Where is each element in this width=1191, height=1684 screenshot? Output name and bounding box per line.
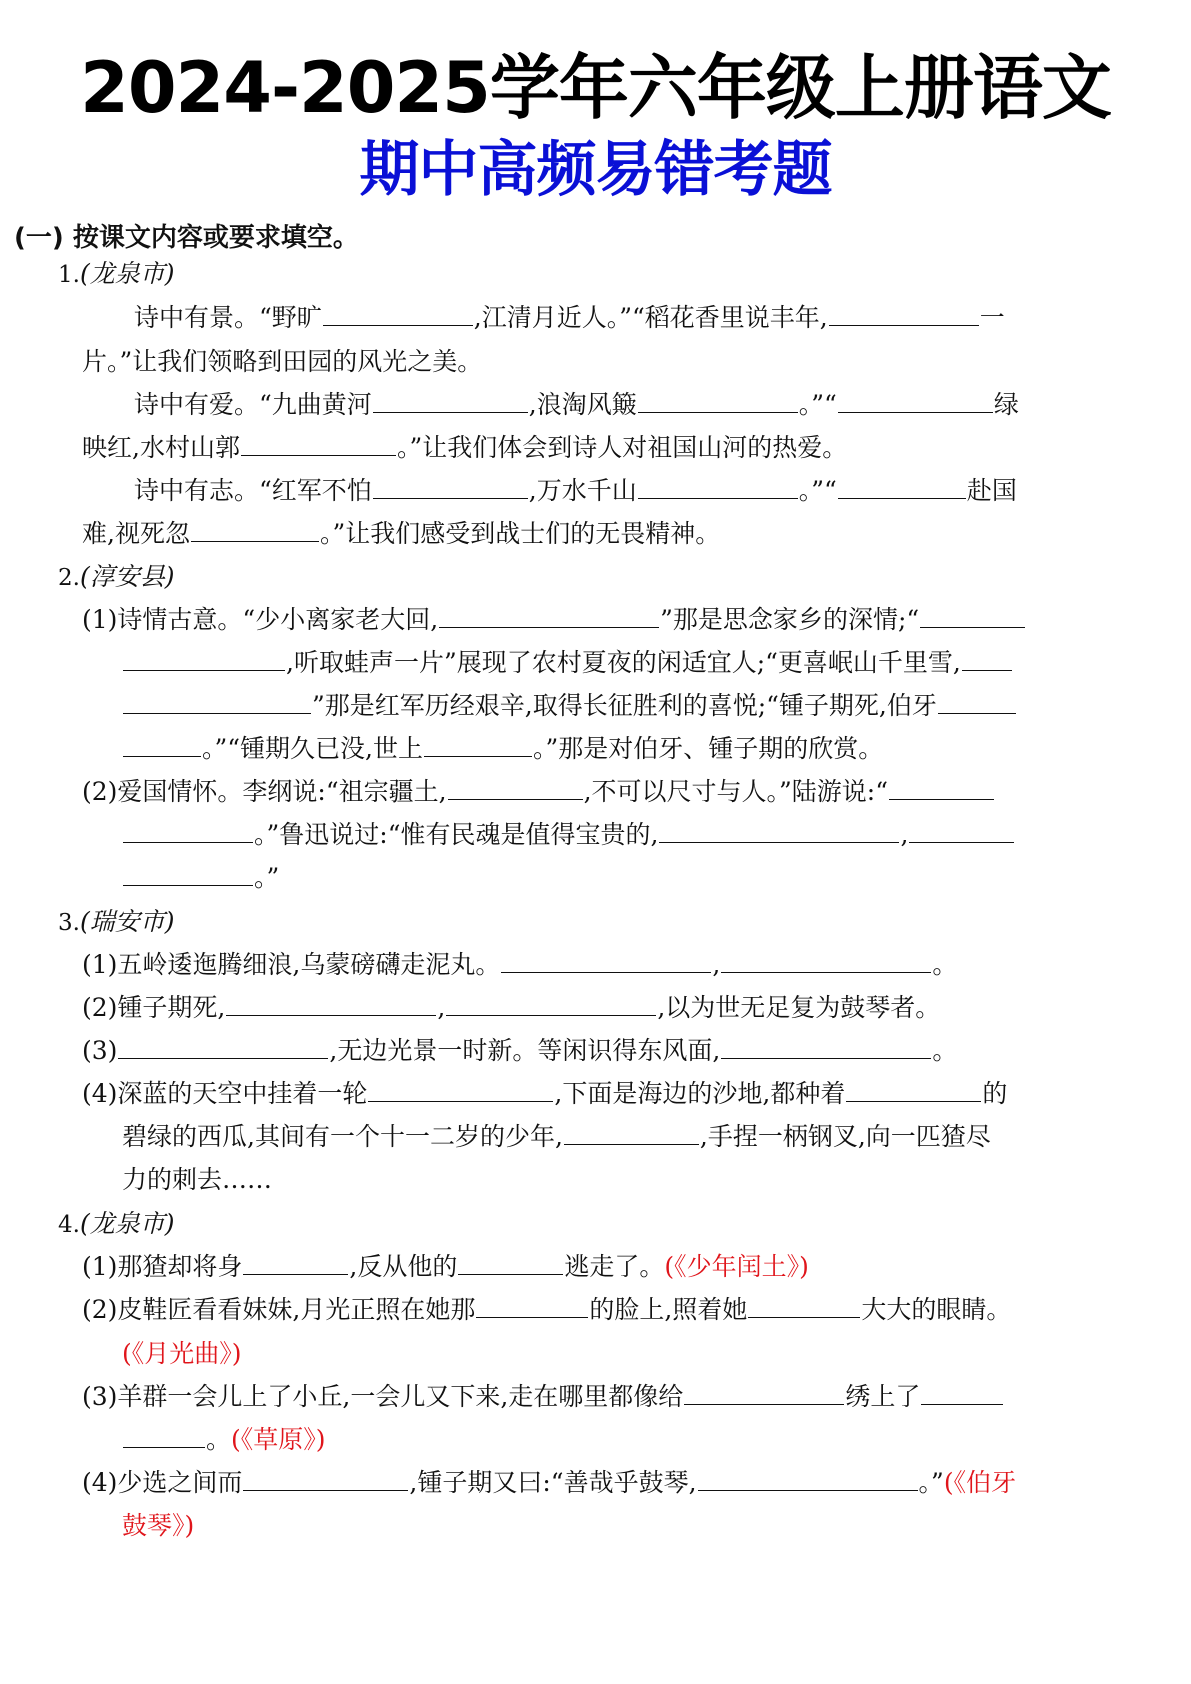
text: 。 xyxy=(932,950,958,979)
text: (3) xyxy=(82,1036,118,1065)
question-number: 4. xyxy=(58,1212,80,1238)
text: , xyxy=(712,950,721,979)
text: 。 xyxy=(932,1036,958,1065)
q1-line-1 xyxy=(134,298,1005,338)
text: (1)五岭逶迤腾细浪,乌蒙磅礴走泥丸。 xyxy=(82,950,501,979)
q2-line-2 xyxy=(122,643,1013,683)
text: 映红,水村山郭 xyxy=(82,433,240,462)
text: 绿 xyxy=(993,390,1019,419)
answer-blank[interactable] xyxy=(323,299,473,326)
answer-blank[interactable] xyxy=(638,472,798,499)
text: ,浪淘风簸 xyxy=(528,390,637,419)
text: ,不可以尺寸与人。”陆游说:“ xyxy=(583,777,889,806)
answer-blank[interactable] xyxy=(226,989,436,1016)
text: 绣上了 xyxy=(845,1382,921,1411)
text: 诗中有景。“野旷 xyxy=(134,303,322,332)
text: 。 xyxy=(206,1425,232,1454)
q2-line-6 xyxy=(122,815,1015,855)
q3-line-6 xyxy=(122,1160,272,1200)
q4-line-6 xyxy=(82,1463,1016,1503)
q1-line-6 xyxy=(82,514,720,554)
answer-blank[interactable] xyxy=(241,429,396,456)
text: ,以为世无足复为鼓琴者。 xyxy=(657,993,941,1022)
answer-blank[interactable] xyxy=(684,1378,844,1405)
question-source: (淳安县) xyxy=(79,562,175,591)
text: 。” xyxy=(254,863,280,892)
answer-blank[interactable] xyxy=(123,687,311,714)
q1-line-3 xyxy=(134,385,1019,425)
answer-blank[interactable] xyxy=(243,1464,408,1491)
answer-blank[interactable] xyxy=(698,1464,918,1491)
text: (2)皮鞋匠看看妹妹,月光正照在她那 xyxy=(82,1295,476,1324)
text: 。”鲁迅说过:“惟有民魂是值得宝贵的, xyxy=(254,820,659,849)
answer-blank[interactable] xyxy=(638,386,798,413)
lesson-reference: (《草原》) xyxy=(231,1425,326,1454)
q3-line-1 xyxy=(82,945,957,985)
q4-line-5 xyxy=(122,1420,326,1460)
q1-line-2 xyxy=(82,342,482,382)
text: ,万水千山 xyxy=(528,476,637,505)
answer-blank[interactable] xyxy=(659,816,899,843)
text: ,听取蛙声一片”展现了农村夏夜的闲适宜人;“更喜岷山千里雪, xyxy=(286,648,961,677)
answer-blank[interactable] xyxy=(458,1248,563,1275)
text: 。”那是对伯牙、锺子期的欣赏。 xyxy=(533,734,884,763)
answer-blank[interactable] xyxy=(829,299,979,326)
q2-line-1 xyxy=(82,600,1026,640)
section-heading: (一) 按课文内容或要求填空。 xyxy=(14,223,359,253)
text: ,反从他的 xyxy=(349,1252,458,1281)
text: 诗中有志。“红军不怕 xyxy=(134,476,372,505)
text: (4)深蓝的天空中挂着一轮 xyxy=(82,1079,368,1108)
answer-blank[interactable] xyxy=(501,946,711,973)
text: 片。”让我们领略到田园的风光之美。 xyxy=(82,347,483,376)
text: (4)少选之间而 xyxy=(82,1468,243,1497)
q3-line-4 xyxy=(82,1074,1007,1114)
answer-blank[interactable] xyxy=(373,386,528,413)
text: (2)锺子期死, xyxy=(82,993,226,1022)
text: ”那是红军历经艰辛,取得长征胜利的喜悦;“锺子期死,伯牙 xyxy=(312,691,937,720)
question-number: 2. xyxy=(58,565,80,591)
answer-blank[interactable] xyxy=(191,515,319,542)
question-2-header xyxy=(58,557,174,598)
answer-blank[interactable] xyxy=(846,1075,981,1102)
answer-blank[interactable] xyxy=(243,1248,348,1275)
text: 力的刺去…… xyxy=(122,1165,273,1194)
question-source: (龙泉市) xyxy=(79,259,175,288)
answer-blank[interactable] xyxy=(889,773,994,800)
text: 。”让我们体会到诗人对祖国山河的热爱。 xyxy=(396,433,848,462)
text: 碧绿的西瓜,其间有一个十一二岁的少年, xyxy=(122,1122,563,1151)
answer-blank[interactable] xyxy=(721,946,931,973)
text: ,无边光景一时新。等闲识得东风面, xyxy=(329,1036,721,1065)
answer-blank[interactable] xyxy=(920,601,1025,628)
text: (1)诗情古意。“少小离家老大回, xyxy=(82,605,439,634)
text: , xyxy=(437,993,446,1022)
q4-line-7 xyxy=(122,1506,194,1546)
q2-line-5 xyxy=(82,772,995,812)
q3-line-2 xyxy=(82,988,940,1028)
text: ,锺子期又曰:“善哉乎鼓琴, xyxy=(409,1468,697,1497)
answer-blank[interactable] xyxy=(123,816,253,843)
text: ,江清月近人。”“稻花香里说丰年, xyxy=(473,303,828,332)
text: ”那是思念家乡的深情;“ xyxy=(660,605,920,634)
answer-blank[interactable] xyxy=(721,1032,931,1059)
answer-blank[interactable] xyxy=(838,472,966,499)
answer-blank[interactable] xyxy=(439,601,659,628)
text: 赴国 xyxy=(966,476,1017,505)
text: (1)那猹却将身 xyxy=(82,1252,243,1281)
answer-blank[interactable] xyxy=(123,730,201,757)
answer-blank[interactable] xyxy=(123,859,253,886)
answer-blank[interactable] xyxy=(838,386,993,413)
answer-blank[interactable] xyxy=(921,1378,1003,1405)
lesson-reference: (《伯牙 xyxy=(943,1468,1017,1497)
q1-line-4 xyxy=(82,428,847,468)
text: 。”“锺期久已没,世上 xyxy=(202,734,424,763)
answer-blank[interactable] xyxy=(476,1291,588,1318)
text: 大大的眼睛。 xyxy=(861,1295,1012,1324)
answer-blank[interactable] xyxy=(123,1421,205,1448)
answer-blank[interactable] xyxy=(424,730,532,757)
text: ,下面是海边的沙地,都种着 xyxy=(554,1079,846,1108)
answer-blank[interactable] xyxy=(446,989,656,1016)
q3-line-3 xyxy=(82,1031,957,1071)
q4-line-4 xyxy=(82,1377,1004,1417)
q4-line-2 xyxy=(82,1290,1011,1330)
question-3-header xyxy=(58,902,174,943)
text: 一 xyxy=(979,303,1005,332)
question-1-header xyxy=(58,254,174,295)
text: (3)羊群一会儿上了小丘,一会儿又下来,走在哪里都像给 xyxy=(82,1382,684,1411)
text: 。”“ xyxy=(798,476,837,505)
q1-line-5 xyxy=(134,471,1017,511)
q3-line-5 xyxy=(122,1117,991,1157)
answer-blank[interactable] xyxy=(448,773,583,800)
text: 的脸上,照着她 xyxy=(589,1295,748,1324)
answer-blank[interactable] xyxy=(118,1032,328,1059)
answer-blank[interactable] xyxy=(123,644,285,671)
page-subtitle: 期中高频易错考题 xyxy=(359,135,832,205)
question-number: 3. xyxy=(58,910,80,936)
text: 的 xyxy=(982,1079,1008,1108)
text: 诗中有爱。“九曲黄河 xyxy=(134,390,372,419)
lesson-reference: 鼓琴》) xyxy=(122,1511,195,1540)
text: (2)爱国情怀。李纲说:“祖宗疆土, xyxy=(82,777,447,806)
answer-blank[interactable] xyxy=(368,1075,553,1102)
text: 。”让我们感受到战士们的无畏精神。 xyxy=(319,519,721,548)
q2-line-3 xyxy=(122,686,1017,726)
answer-blank[interactable] xyxy=(748,1291,860,1318)
question-4-header xyxy=(58,1204,174,1245)
answer-blank[interactable] xyxy=(938,687,1016,714)
answer-blank[interactable] xyxy=(564,1118,699,1145)
lesson-reference: (《月光曲》) xyxy=(122,1339,242,1368)
text: 逃走了。 xyxy=(564,1252,665,1281)
question-number: 1. xyxy=(58,262,80,288)
answer-blank[interactable] xyxy=(962,644,1012,671)
lesson-reference: (《少年闰土》) xyxy=(664,1252,809,1281)
q4-line-3 xyxy=(122,1334,242,1374)
page-title: 2024-2025学年六年级上册语文 xyxy=(80,47,1111,129)
text: 难,视死忽 xyxy=(82,519,190,548)
answer-blank[interactable] xyxy=(373,472,528,499)
question-source: (瑞安市) xyxy=(79,907,175,936)
text: ,手捏一柄钢叉,向一匹猹尽 xyxy=(699,1122,991,1151)
question-source: (龙泉市) xyxy=(79,1209,175,1238)
q4-line-1 xyxy=(82,1247,809,1287)
answer-blank[interactable] xyxy=(909,816,1014,843)
text: 。” xyxy=(918,1468,944,1497)
text: , xyxy=(900,820,909,849)
q2-line-7 xyxy=(122,858,279,898)
q2-line-4 xyxy=(122,729,883,769)
text: 。”“ xyxy=(798,390,837,419)
